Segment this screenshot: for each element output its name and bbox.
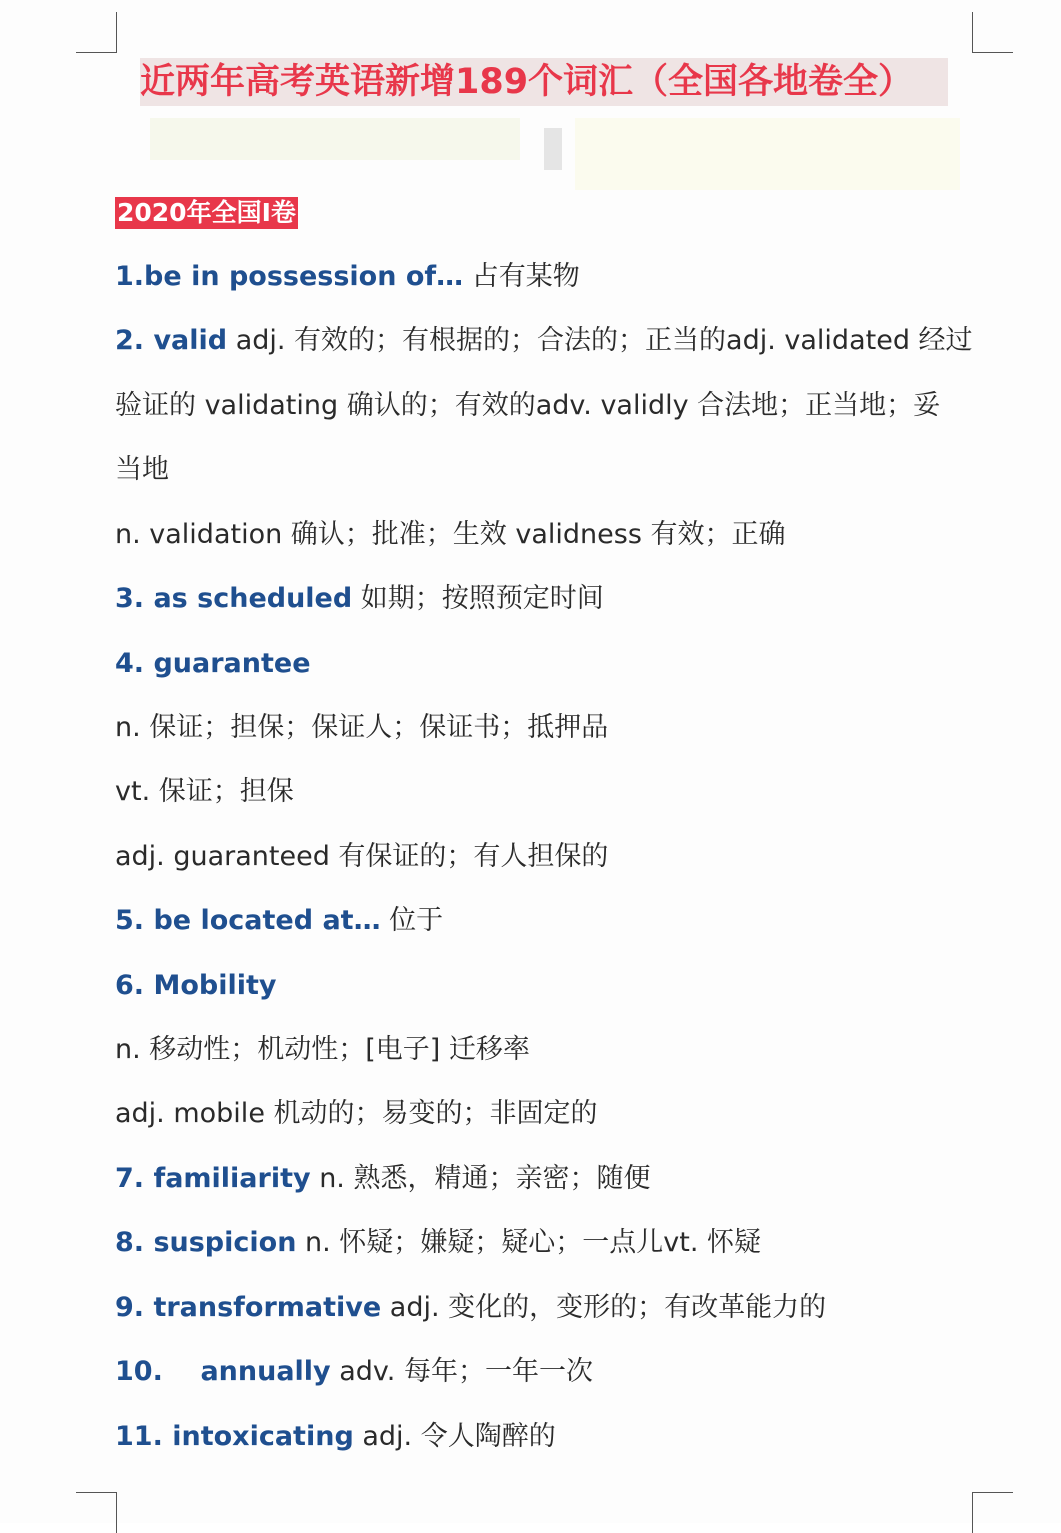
faded-area: [575, 118, 960, 190]
vocab-term: 11. intoxicating: [115, 1421, 354, 1452]
section-heading: 2020年全国I卷: [117, 198, 296, 227]
vocab-term: 9. transformative: [115, 1292, 382, 1323]
vocab-sense-noun: n. 移动性；机动性；[电子] 迁移率: [115, 1034, 530, 1065]
vocab-number: 10.: [115, 1356, 201, 1387]
vocab-term: valid: [153, 325, 228, 356]
vocab-number: 2.: [115, 325, 154, 356]
vocab-entry-1: [115, 259, 580, 295]
vocab-definition: adv. 每年；一年一次: [330, 1356, 593, 1387]
vocab-term: 7. familiarity: [115, 1163, 311, 1194]
vocab-definition-continued: 验证的 validating 确认的；有效的adv. validly 合法地；正当地；妥: [115, 390, 941, 421]
vocab-definition: adj. 有效的；有根据的；合法的；正当的adj. validated 经过: [227, 325, 973, 356]
crop-mark-bottom-left: [76, 1492, 117, 1533]
vocab-number: 6.: [115, 970, 154, 1001]
vocab-definition: 如期；按照预定时间: [352, 583, 604, 614]
vocab-definition: n. 熟悉，精通；亲密；随便: [310, 1163, 651, 1194]
faded-area: [150, 118, 520, 160]
vocab-definition: 位于: [380, 905, 444, 936]
vocab-sense-noun: n. 保证；担保；保证人；保证书；抵押品: [115, 712, 609, 743]
vocab-entry-4: [115, 646, 311, 682]
vocab-entry-11: [115, 1419, 556, 1455]
vocab-definition: adj. 令人陶醉的: [353, 1421, 556, 1452]
vocab-entry-7: [115, 1161, 650, 1197]
vocab-number: 3.: [115, 583, 154, 614]
vocab-term: annually: [200, 1356, 331, 1387]
vocab-entry-3: [115, 581, 604, 617]
crop-mark-top-right: [972, 12, 1013, 53]
vocab-definition: n. 怀疑；嫌疑；疑心；一点儿vt. 怀疑: [296, 1227, 762, 1258]
vocab-definition: 占有某物: [463, 261, 580, 292]
vocab-entry-5: [115, 903, 443, 939]
vocab-entry-8: [115, 1225, 761, 1261]
document-title: 近两年高考英语新增189个词汇（全国各地卷全）: [140, 58, 948, 106]
vocab-number: 4.: [115, 648, 154, 679]
vocab-entry-2: [115, 323, 973, 359]
vocab-entry-6: [115, 968, 276, 1004]
vocab-sense-adj: adj. guaranteed 有保证的；有人担保的: [115, 841, 609, 872]
vocab-term: guarantee: [153, 648, 311, 679]
vocab-derivative: n. validation 确认；批准；生效 validness 有效；正确: [115, 519, 786, 550]
vocab-sense-adj: adj. mobile 机动的；易变的；非固定的: [115, 1098, 598, 1129]
crop-mark-bottom-right: [972, 1492, 1013, 1533]
vocab-entry-10: [115, 1354, 593, 1390]
faded-area: [544, 128, 562, 170]
vocab-term: 5. be located at…: [115, 905, 381, 936]
vocab-term: as scheduled: [153, 583, 353, 614]
vocab-term: 8. suspicion: [115, 1227, 297, 1258]
vocab-definition: adj. 变化的，变形的；有改革能力的: [381, 1292, 827, 1323]
crop-mark-top-left: [76, 12, 117, 53]
vocab-term: 1.be in possession of…: [115, 261, 464, 292]
vocab-definition-continued: 当地: [115, 454, 169, 485]
vocab-term: Mobility: [153, 970, 277, 1001]
vocab-entry-9: [115, 1290, 826, 1326]
vocab-sense-verb: vt. 保证；担保: [115, 776, 294, 807]
